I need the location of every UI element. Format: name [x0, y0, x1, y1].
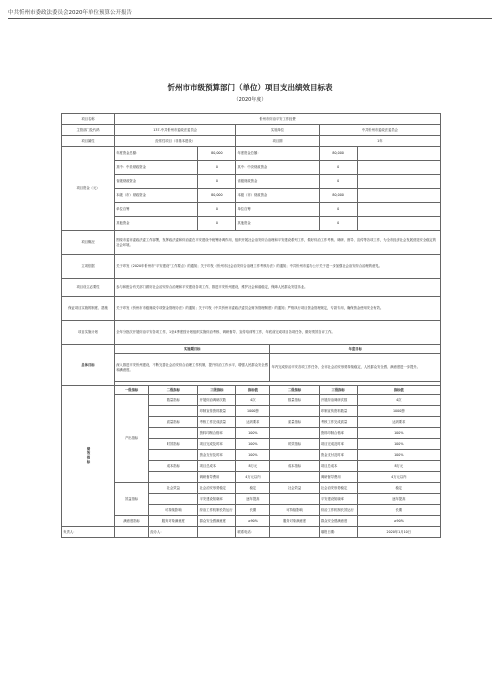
- ind-level2: [149, 406, 198, 417]
- ind-value: 4万元以内: [236, 472, 270, 483]
- fund-value: 0: [198, 217, 236, 231]
- fund-label: 其中：中央财政资金: [115, 161, 198, 175]
- ind-level1: 产出指标: [115, 395, 149, 483]
- section-text: 关于印发《忻州市市级财政专项资金管理办法》的通知；关于印发《中共忻州市委政法委员会财务管理制度》的通知；严格执行项目资金管理规定，专款专用，确保资金使用安全有效。: [115, 297, 441, 321]
- targets-label: 总体目标: [62, 345, 115, 386]
- ind-level1: 效益指标: [115, 483, 149, 516]
- ind-value: 逐年提高: [357, 494, 440, 505]
- ind-value: 8万元: [236, 461, 270, 472]
- ind-level2: [149, 494, 198, 505]
- section-text: 围绕市委市委政法委工作部署，发挥政法委和综治委在平安建设中统筹协调作用，组织开展社会治安综合治理和平安建设系列工作，做好综治工作考核、调研、督导、宣传等各项工作，为全市经济社会发展营造安全稳定的社会环境。: [115, 231, 441, 255]
- phone-value: [270, 527, 319, 538]
- fund-value: 0: [198, 175, 236, 189]
- fund-label: 年度资金总额：: [236, 147, 319, 161]
- section-label: 保证项目实施的制度、措施: [62, 297, 115, 321]
- ind-header: 二级指标: [270, 386, 319, 395]
- fund-value: 80,000: [198, 147, 236, 161]
- ind-level2: 质量指标: [270, 417, 319, 428]
- ind-level2: 质量指标: [149, 417, 198, 428]
- ind-level3: 资料印制合格率: [198, 428, 236, 439]
- table-row: [62, 147, 441, 161]
- ind-value: 100%: [236, 428, 270, 439]
- table-row: [62, 395, 441, 406]
- ind-level2: 成本指标: [149, 461, 198, 472]
- ind-level2: [270, 494, 319, 505]
- fund-value: 0: [198, 203, 236, 217]
- ind-level2: [149, 472, 198, 483]
- ind-value: 稳定: [236, 483, 270, 494]
- table-row: [62, 161, 441, 175]
- funds-label: 项目资金（元）: [62, 147, 115, 231]
- ind-level3: 社会治安形势稳定: [198, 483, 236, 494]
- ind-value: 8万元: [357, 461, 440, 472]
- project-name: 忻州市综治平安工作经费: [115, 114, 441, 125]
- footer-label: 填报日期：: [319, 527, 357, 538]
- ind-level3: 平安建设知晓率: [319, 494, 357, 505]
- ind-level3: 开展综治调研次数: [198, 395, 236, 406]
- fund-blank: [357, 189, 440, 203]
- section-label: 项目实施计划: [62, 321, 115, 345]
- year-target-header: 年度目标: [270, 345, 441, 354]
- table-row: [62, 386, 441, 395]
- project-period: 1年: [319, 136, 440, 147]
- fund-blank: [357, 203, 440, 217]
- ind-level3: 群众安全感满意度: [198, 516, 236, 527]
- fund-blank: [357, 217, 440, 231]
- ind-level2: [270, 428, 319, 439]
- header-divider: [8, 18, 492, 19]
- fund-label: 其中：中央财政资金: [236, 161, 319, 175]
- ind-level3: 项目完成及时率: [198, 439, 236, 450]
- ind-value: 1000册: [236, 406, 270, 417]
- table-row: [62, 297, 441, 321]
- fund-label: 本级（市）财政资金: [115, 189, 198, 203]
- table-row: [62, 527, 441, 538]
- section-label: 项目设立必要性: [62, 279, 115, 297]
- ind-value: 4次: [357, 395, 440, 406]
- ind-header: 指标值: [236, 386, 270, 395]
- table-row: [62, 483, 441, 494]
- table-row: [62, 189, 441, 203]
- fund-value: 80,000: [319, 147, 357, 161]
- ind-level2: 数量指标: [270, 395, 319, 406]
- filler-value: [198, 527, 236, 538]
- table-row: [62, 345, 441, 354]
- table-row: [62, 231, 441, 255]
- dept-code: 137-中共忻州市委政法委员会: [115, 125, 236, 136]
- ind-level3: 资料印制合格率: [319, 428, 357, 439]
- fund-value: 0: [319, 161, 357, 175]
- label-cell: 实施单位: [236, 125, 319, 136]
- footer-label: 联系电话：: [236, 527, 270, 538]
- ind-value: 100%: [357, 428, 440, 439]
- ind-value: 达到要求: [236, 417, 270, 428]
- ind-header: 三级指标: [198, 386, 236, 395]
- ind-level3: 开展综治调研次数: [319, 395, 357, 406]
- fund-blank: [357, 161, 440, 175]
- ind-level2: [149, 428, 198, 439]
- ind-value: ≥90%: [236, 516, 270, 527]
- year-target-text: 年内完成综治平安各项工作任务，全市社会治安形势持续稳定，人民群众安全感、满意度进一步提升。: [270, 354, 441, 382]
- ind-level2: 可持续影响: [149, 505, 198, 516]
- ind-header: 指标值: [357, 386, 440, 395]
- fund-label: 本级（市）财政资金: [236, 189, 319, 203]
- table-row: [62, 354, 441, 382]
- ind-level3: 项目总成本: [319, 461, 357, 472]
- ind-level3: 资金支付及时率: [319, 450, 357, 461]
- ind-value: 稳定: [357, 483, 440, 494]
- footer-label: 负责人：: [62, 527, 115, 538]
- ind-level3: 调研督导费用: [198, 472, 236, 483]
- fund-label: 其他资金: [115, 217, 198, 231]
- section-text: 关于印发《2020年忻州市“平安建设”工作要点》的通知；关于印发《忻州市社会治安综合治理工作考核办法》的通知；中共忻州市委办公厅关于进一步加强社会治安综合治理的意见。: [115, 255, 441, 279]
- section-label: 立项依据: [62, 255, 115, 279]
- ind-level3: 项目完成及时率: [319, 439, 357, 450]
- ind-level2: 服务对象满意度: [149, 516, 198, 527]
- fund-value: 80,000: [319, 189, 357, 203]
- document-year: （2020年度）: [233, 97, 267, 103]
- table-row: [62, 136, 441, 147]
- ind-level2: 服务对象满意度: [270, 516, 319, 527]
- report-header: 中共忻州市委政法委员会2020年单位预算公开报告: [8, 10, 132, 16]
- table-row: [62, 175, 441, 189]
- ind-value: 4万元以内: [357, 472, 440, 483]
- section-text: 全年分批次开展综治平安各项工作，1至4季度按计划组织实施综治考核、调研督导、宣传培训等工作，年底前完成项目各项任务，做好绩效自评工作。: [115, 321, 441, 345]
- ind-level1: 满意度指标: [115, 516, 149, 527]
- ind-value: 100%: [236, 439, 270, 450]
- ind-value: 达到要求: [357, 417, 440, 428]
- ind-value: 长期: [236, 505, 270, 516]
- table-row: [62, 203, 441, 217]
- ind-level3: 平安建设知晓率: [198, 494, 236, 505]
- ind-level2: 可持续影响: [270, 505, 319, 516]
- ind-level3: 社会治安形势稳定: [319, 483, 357, 494]
- document-title: 忻州市市级预算部门（单位）项目支出绩效目标表: [167, 83, 333, 92]
- ind-value: ≥90%: [357, 516, 440, 527]
- table-row: [62, 321, 441, 345]
- footer-label: 经办人：: [149, 527, 198, 538]
- ind-header: 二级指标: [149, 386, 198, 395]
- ind-level3: 综治工作机制长效运行: [198, 505, 236, 516]
- fund-value: 0: [319, 203, 357, 217]
- fund-label: 省级财政资金: [115, 175, 198, 189]
- ind-level3: 调研督导费用: [319, 472, 357, 483]
- ind-header: 一级指标: [115, 386, 149, 395]
- fund-value: 0: [198, 161, 236, 175]
- fund-label: 省级财政资金: [236, 175, 319, 189]
- ind-level2: [270, 450, 319, 461]
- project-attr: 经常性项目（非基本建设）: [115, 136, 236, 147]
- section-label: 项目概况: [62, 231, 115, 255]
- fund-value: 0: [319, 175, 357, 189]
- ind-level2: 时效指标: [270, 439, 319, 450]
- ind-level3: 印制宣传资料数量: [319, 406, 357, 417]
- table-row: [62, 114, 441, 125]
- ind-level2: 时效指标: [149, 439, 198, 450]
- ind-level2: [270, 472, 319, 483]
- leader-value: [115, 527, 149, 538]
- label-cell: 项目属性: [62, 136, 115, 147]
- ind-value: 长期: [357, 505, 440, 516]
- table-row: [62, 516, 441, 527]
- impl-unit: 中共忻州市委政法委员会: [319, 125, 440, 136]
- ind-level3: 综治工作机制长效运行: [319, 505, 357, 516]
- table-row: [62, 125, 441, 136]
- fund-value: 0: [319, 217, 357, 231]
- ind-value: 100%: [236, 450, 270, 461]
- ind-level2: 成本指标: [270, 461, 319, 472]
- fund-blank: [357, 175, 440, 189]
- label-cell: 项目名称: [62, 114, 115, 125]
- fund-blank: [357, 147, 440, 161]
- fund-label: 年度资金总额：: [115, 147, 198, 161]
- ind-header: 三级指标: [319, 386, 357, 395]
- ind-level2: 社会效益: [149, 483, 198, 494]
- fund-label: 单位自筹: [236, 203, 319, 217]
- ind-value: 1000册: [357, 406, 440, 417]
- mid-target-header: 实施期目标: [115, 345, 270, 354]
- ind-level2: [270, 406, 319, 417]
- indicators-side-label: 绩效指标: [62, 386, 115, 527]
- ind-value: 逐年提高: [236, 494, 270, 505]
- fund-label: 单位自筹: [115, 203, 198, 217]
- ind-value: 4次: [236, 395, 270, 406]
- ind-value: 100%: [357, 450, 440, 461]
- section-text: 参与和配合有关部门做好社会治安综合治理和平安建设各项工作，推进平安忻州建设，维护社会和谐稳定，保障人民群众安居乐业。: [115, 279, 441, 297]
- table-row: [62, 279, 441, 297]
- label-cell: 主管部门及代码: [62, 125, 115, 136]
- ind-level3: 考核工作完成质量: [319, 417, 357, 428]
- fund-label: 其他资金: [236, 217, 319, 231]
- ind-value: 100%: [357, 439, 440, 450]
- ind-level3: 群众安全感满意度: [319, 516, 357, 527]
- date-value: 2020年1月10日: [357, 527, 440, 538]
- ind-level3: 项目总成本: [198, 461, 236, 472]
- performance-target-table: [61, 113, 441, 538]
- mid-target-text: 深入推进平安忻州建设，不断完善社会治安综合治理工作机制，提升综治工作水平，增强人民群众安全感和满意度。: [115, 354, 270, 382]
- ind-level2: 数量指标: [149, 395, 198, 406]
- table-row: [62, 217, 441, 231]
- ind-level2: [149, 450, 198, 461]
- ind-level3: 印制宣传资料数量: [198, 406, 236, 417]
- label-cell: 项目期: [236, 136, 319, 147]
- ind-level3: 资金支付及时率: [198, 450, 236, 461]
- fund-value: 80,000: [198, 189, 236, 203]
- ind-level2: 社会效益: [270, 483, 319, 494]
- table-row: [62, 255, 441, 279]
- ind-level3: 考核工作完成质量: [198, 417, 236, 428]
